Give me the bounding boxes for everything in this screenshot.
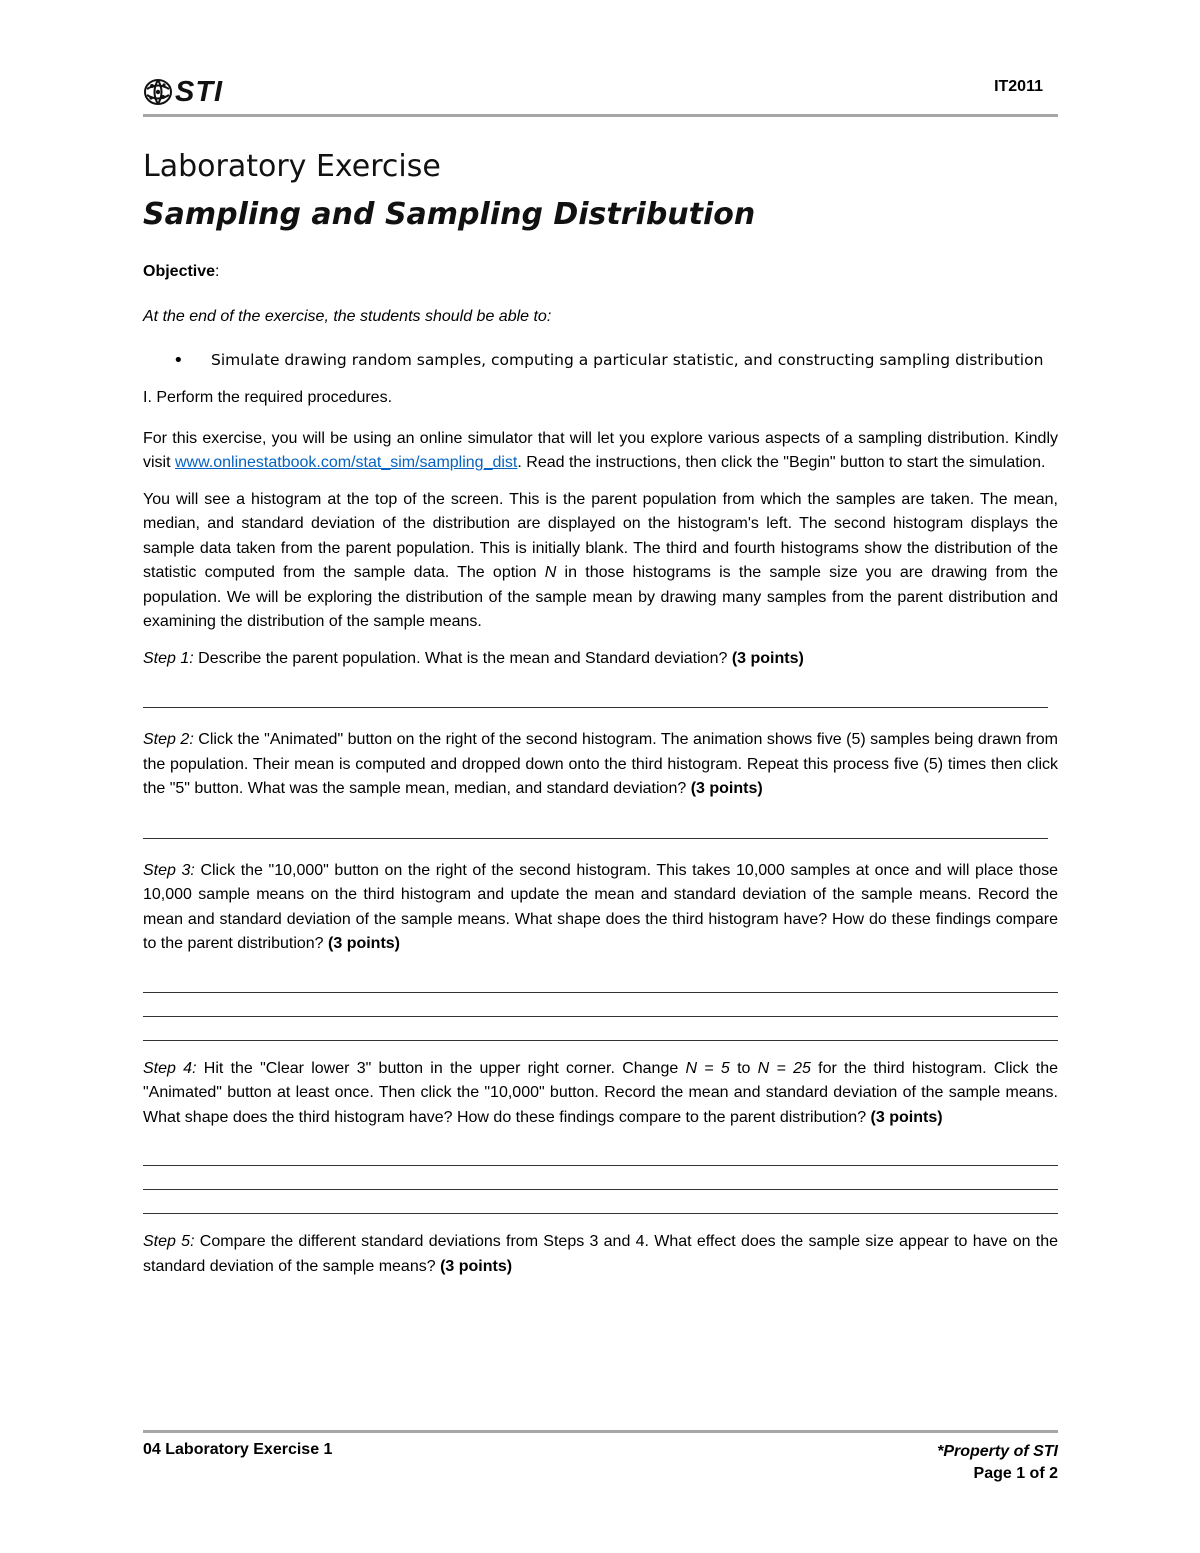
answer-line[interactable] <box>143 993 1058 1017</box>
points-label: (3 points) <box>870 1108 943 1126</box>
objective-bullet: • Simulate drawing random samples, computing a particular statistic, and constructing sampling distribution <box>143 347 1058 374</box>
step-label: Step 5: <box>143 1233 195 1250</box>
objective-heading <box>143 260 1058 285</box>
answer-lines <box>143 1142 1058 1214</box>
answer-line[interactable] <box>143 1142 1058 1166</box>
step-text: Hit the "Clear lower 3" button in the upper right corner. Change <box>196 1059 686 1077</box>
step-label: Step 3: <box>143 861 195 879</box>
header-divider <box>143 114 1058 117</box>
points-label: (3 points) <box>328 935 401 952</box>
points-label: (3 points) <box>731 649 804 667</box>
objective-list <box>143 347 1058 374</box>
step-text: Describe the parent population. What is the mean and Standard deviation? <box>193 649 732 667</box>
step-label: Step 1: <box>143 649 194 667</box>
answer-line[interactable] <box>143 1190 1058 1214</box>
sti-logo <box>143 74 223 110</box>
intro-text: You will see a histogram at the top of the screen. This is the parent population from which the samples are taken. The mean, median, and standard deviation of the distribution are displayed on the histogram's left. The second histogram displays the sample data taken from the parent population. This is initially blank. The third and fourth histograms show the distribution of the statistic computed from the sample data. The option <box>143 490 1058 581</box>
step-3 <box>143 859 1058 957</box>
course-code: IT2011 <box>994 78 1043 95</box>
globe-logo-icon <box>143 77 177 107</box>
intro-paragraph-1 <box>143 427 1058 476</box>
intro-paragraph-2 <box>143 488 1058 635</box>
intro-text: For this exercise, you will be using an online simulator that will let you explore various aspects of a sampling distribution. Kindly visit <box>143 429 1058 471</box>
step-label: Step 2: <box>143 731 194 748</box>
step-4 <box>143 1057 1058 1131</box>
answer-line[interactable] <box>143 969 1058 993</box>
points-label: (3 points) <box>690 780 763 797</box>
answer-line[interactable] <box>143 816 1048 839</box>
page-number: Page 1 of 2 <box>973 1465 1058 1482</box>
section-heading: I. Perform the required procedures. <box>143 389 393 406</box>
footer-doc-title: 04 Laboratory Exercise 1 <box>143 1441 333 1458</box>
points-label: (3 points) <box>440 1257 513 1275</box>
sample-size-symbol: N <box>544 564 557 581</box>
property-notice: *Property of STI <box>937 1443 1058 1460</box>
answer-line[interactable] <box>143 685 1048 708</box>
step-1 <box>143 647 1058 672</box>
simulator-link[interactable]: www.onlinestatbook.com/stat_sim/sampling_dist <box>175 454 518 471</box>
document-title <box>143 143 755 239</box>
intro-text: in those histograms is the sample size you are drawing from the population. We will be exploring the distribution of the sample mean by drawing many samples from the parent distribution and examining the distribution of the sample means. <box>143 564 1058 630</box>
objective-label: Objective <box>143 263 216 280</box>
step-label: Step 4: <box>143 1059 197 1077</box>
intro-text: . Read the instructions, then click the "Begin" button to start the simulation. <box>517 454 1046 471</box>
objective-colon: : <box>215 263 220 280</box>
sample-size-to: N = 25 <box>757 1059 811 1077</box>
sample-size-from: N = 5 <box>685 1059 730 1077</box>
step-text: Compare the different standard deviations from Steps 3 and 4. What effect does the sample size appear to have on the standard deviation of the sample means? <box>143 1233 1059 1275</box>
footer-divider <box>143 1430 1058 1433</box>
step-text: to <box>729 1059 758 1077</box>
answer-line[interactable] <box>143 1017 1058 1041</box>
logo-text: STI <box>175 75 224 108</box>
title-line-2: Sampling and Sampling Distribution <box>143 197 756 232</box>
document-body <box>143 260 1058 1291</box>
step-text: for the third histogram. Click the "Animated" button at least once. Then click the "10,000" button. Record the mean and standard deviation of the sample means. What shape does the third histogram have? How do these findings compare to the parent distribution? <box>143 1059 1059 1126</box>
footer-right <box>937 1441 1058 1485</box>
answer-line[interactable] <box>143 1166 1058 1190</box>
title-line-1: Laboratory Exercise <box>143 149 441 184</box>
step-text: Click the "10,000" button on the right of the second histogram. This takes 10,000 samples at once and will place those 10,000 sample means on the third histogram and update the mean and standard deviation of the sample means. Record the mean and standard deviation of the sample means. What shape does the third histogram have? How do these findings compare to the parent distribution? <box>143 861 1059 952</box>
step-5 <box>143 1230 1058 1279</box>
step-2 <box>143 728 1058 802</box>
objective-lead: At the end of the exercise, the students should be able to: <box>143 307 552 325</box>
step-text: Click the "Animated" button on the right of the second histogram. The animation shows five (5) samples being drawn from the population. Their mean is computed and dropped down onto the third histogram. Repeat this process five (5) times then click the "5" button. What was the sample mean, median, and standard deviation? <box>143 731 1058 797</box>
answer-lines <box>143 969 1058 1041</box>
